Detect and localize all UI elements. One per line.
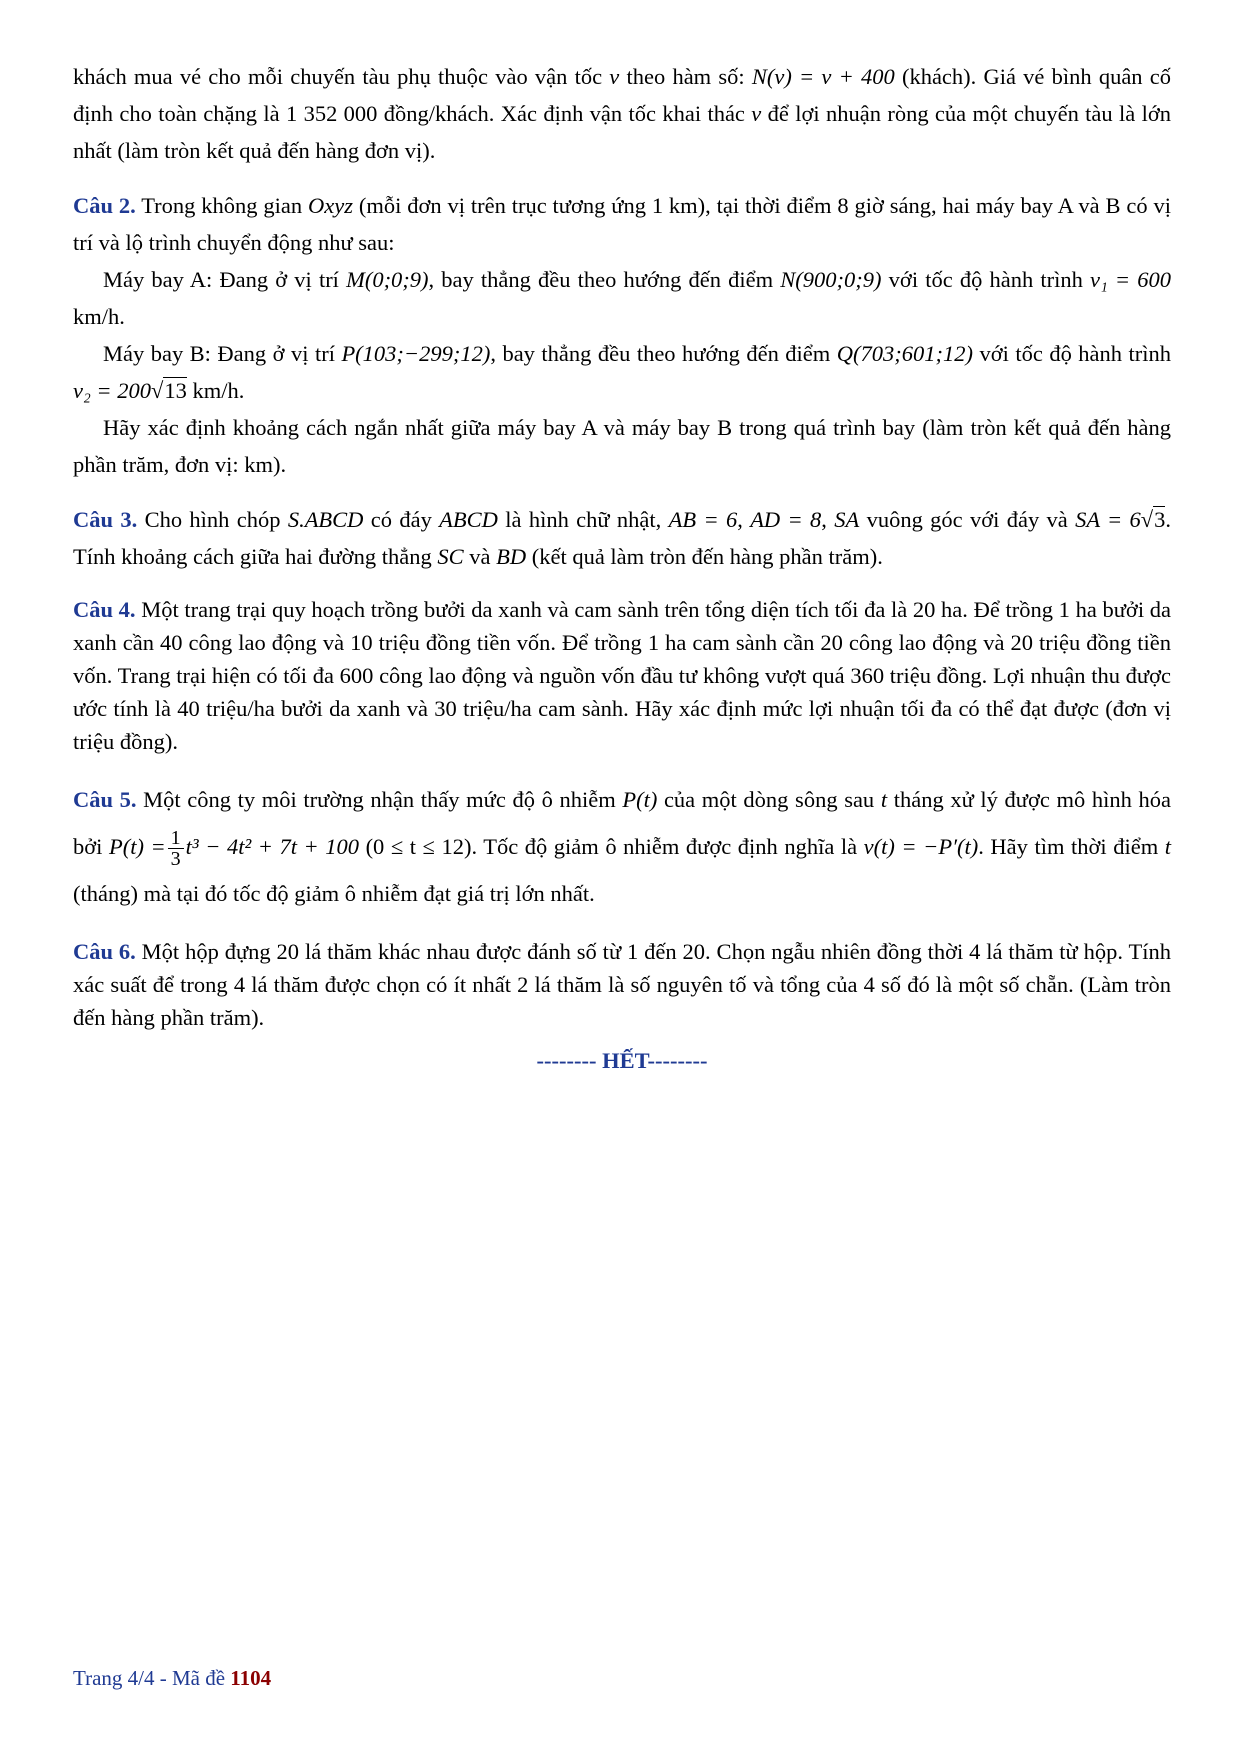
question-label: Câu 3. — [73, 507, 138, 532]
q2-text: km/h. — [73, 304, 125, 329]
question-2-plane-a — [73, 261, 1171, 335]
math-t: t — [880, 787, 888, 812]
fraction-denominator: 3 — [170, 848, 181, 871]
footer-text: Trang 4/4 - Mã đề — [73, 1666, 231, 1690]
math-pt: P(t) — [622, 787, 658, 812]
q3-text: vuông góc với đáy và — [859, 507, 1076, 532]
intro-text: khách mua vé cho mỗi chuyến tàu phụ thuộc vào vận tốc — [73, 64, 610, 89]
q2-text: với tốc độ hành trình — [973, 341, 1171, 366]
math-v: v — [609, 64, 620, 89]
math-v2: v₂ = 200 — [73, 378, 151, 403]
math-point-n: N(900;0;9) — [780, 267, 882, 292]
intro-text: đồng/khách. Xác định vận tốc khai thác — [377, 101, 752, 126]
question-3 — [73, 501, 1171, 575]
exam-page — [73, 58, 1171, 1076]
q3-text: (kết quả làm tròn đến hàng phần trăm). — [526, 544, 883, 569]
sqrt-sign: √ — [151, 378, 164, 403]
math-oxyz: Oxyz — [308, 193, 353, 218]
q3-text: và — [463, 544, 497, 569]
q5-text: . Tốc độ giảm ô nhiễm được định nghĩa là — [471, 834, 864, 859]
question-5 — [73, 776, 1171, 917]
q5-text: tháng xử lý được mô hình hóa bởi — [73, 787, 1172, 859]
q3-text: , — [821, 507, 835, 532]
question-2-ask: Hãy xác định khoảng cách ngắn nhất giữa máy bay A và máy bay B trong quá trình bay (làm tròn kết quả đến hàng phần trăm, đơn vị: km). — [73, 415, 1171, 477]
math-v1: v₁ = 600 — [1089, 267, 1171, 292]
math-t: t — [1164, 834, 1172, 859]
q5-text: Một công ty môi trường nhận thấy mức độ ô nhiễm — [136, 787, 623, 812]
fraction-one-third — [168, 828, 184, 869]
q3-text: có đáy — [363, 507, 440, 532]
q4-text: Một trang trại quy hoạch trồng bưởi da xanh và cam sành trên tổng diện tích tối đa là 20 ha. Để trồng 1 ha bưởi da xanh cần 40 công lao động và 10 triệu đồng tiền vốn. Để trồng 1 ha cam sành cần 20 công lao động và 20 triệu đồng tiền vốn. Trang trại hiện có tối đa 600 công lao động và nguồn vốn đầu tư không vượt quá 360 triệu đồng. Lợi nhuận thu được ước tính là 40 triệu/ha bưởi da xanh và 30 triệu/ha cam sành. Hãy xác định mức lợi nhuận tối đa có thể đạt được (đơn vị triệu đồng). — [73, 597, 1171, 754]
question-4 — [73, 593, 1171, 758]
question-label: Câu 5. — [73, 787, 137, 812]
q3-text: , — [737, 507, 751, 532]
q2-text: km/h. — [186, 378, 245, 403]
end-marker: -------- HẾT-------- — [536, 1048, 708, 1073]
sqrt-sign: √ — [1140, 507, 1154, 532]
math-point-p: P(103;−299;12) — [341, 341, 491, 366]
q3-text: Cho hình chóp — [137, 507, 288, 532]
math-sa: SA — [834, 507, 860, 532]
q6-text: Một hộp đựng 20 lá thăm khác nhau được đánh số từ 1 đến 20. Chọn ngẫu nhiên đồng thời 4 lá thăm từ hộp. Tính xác suất để trong 4 lá thăm được chọn có ít nhất 2 lá thăm là số nguyên tố và tổng của 4 số đó là một số chẵn. (Làm tròn đến hàng phần trăm). — [73, 939, 1171, 1030]
question-2 — [73, 187, 1171, 261]
intro-text: theo hàm số: — [619, 64, 752, 89]
q2-text: , bay thẳng đều theo hướng đến điểm — [490, 341, 837, 366]
math-sqrt-13: 13 — [164, 378, 187, 403]
intro-text: để lợi nhuận ròng của một chuyến tàu là lớn nhất (làm tròn kết quả đến hàng đơn vị). — [73, 101, 1172, 163]
math-polynomial: t³ − 4t² + 7t + 100 — [185, 834, 360, 859]
page-footer — [73, 1666, 271, 1691]
math-point-m: M(0;0;9) — [346, 267, 429, 292]
math-sabcd: S.ABCD — [287, 507, 364, 532]
q2-text: Máy bay A: Đang ở vị trí — [103, 267, 347, 292]
math-domain: (0 ≤ t ≤ 12) — [359, 834, 472, 859]
math-formula-p: P(t) = — [108, 834, 166, 859]
question-label: Câu 4. — [73, 597, 136, 622]
math-v: v — [751, 101, 762, 126]
q5-text: của một dòng sông sau — [657, 787, 881, 812]
q2-text: , bay thẳng đều theo hướng đến điểm — [428, 267, 781, 292]
ticket-price: 1 352 000 — [285, 101, 378, 126]
math-vt: v(t) = −P′(t) — [863, 834, 979, 859]
math-ab: AB = 6 — [668, 507, 738, 532]
q5-text: . Hãy tìm thời điểm — [978, 834, 1165, 859]
q2-text: (mỗi đơn vị trên trục tương ứng 1 km), tại thời điểm 8 giờ sáng, hai máy bay A và B có vị trí và lộ trình chuyển động như sau: — [73, 193, 1172, 255]
math-ad: AD = 8 — [750, 507, 822, 532]
math-formula: N(v) = v + 400 — [751, 64, 895, 89]
intro-paragraph — [73, 58, 1171, 169]
math-abcd: ABCD — [439, 507, 498, 532]
question-label: Câu 2. — [73, 193, 136, 218]
math-point-q: Q(703;601;12) — [836, 341, 974, 366]
fraction-numerator: 1 — [168, 828, 184, 849]
math-bd: BD — [496, 544, 527, 569]
intro-text: (khách). Giá vé bình quân cố định cho toàn chặng là — [73, 64, 1171, 126]
question-label: Câu 6. — [73, 939, 136, 964]
math-sc: SC — [437, 544, 464, 569]
exam-code: 1104 — [230, 1666, 272, 1690]
q5-text: (tháng) mà tại đó tốc độ giảm ô nhiễm đạt giá trị lớn nhất. — [73, 881, 595, 906]
q2-text: Trong không gian — [135, 193, 309, 218]
math-sqrt-3: 3 — [1154, 507, 1166, 532]
q2-text: Máy bay B: Đang ở vị trí — [103, 341, 342, 366]
q2-text: với tốc độ hành trình — [881, 267, 1090, 292]
q3-text: . Tính khoảng cách giữa hai đường thẳng — [73, 507, 1172, 569]
math-sa-value: SA = 6 — [1075, 507, 1141, 532]
question-6 — [73, 935, 1171, 1034]
question-2-plane-b — [73, 335, 1171, 409]
q3-text: là hình chữ nhật, — [497, 507, 669, 532]
